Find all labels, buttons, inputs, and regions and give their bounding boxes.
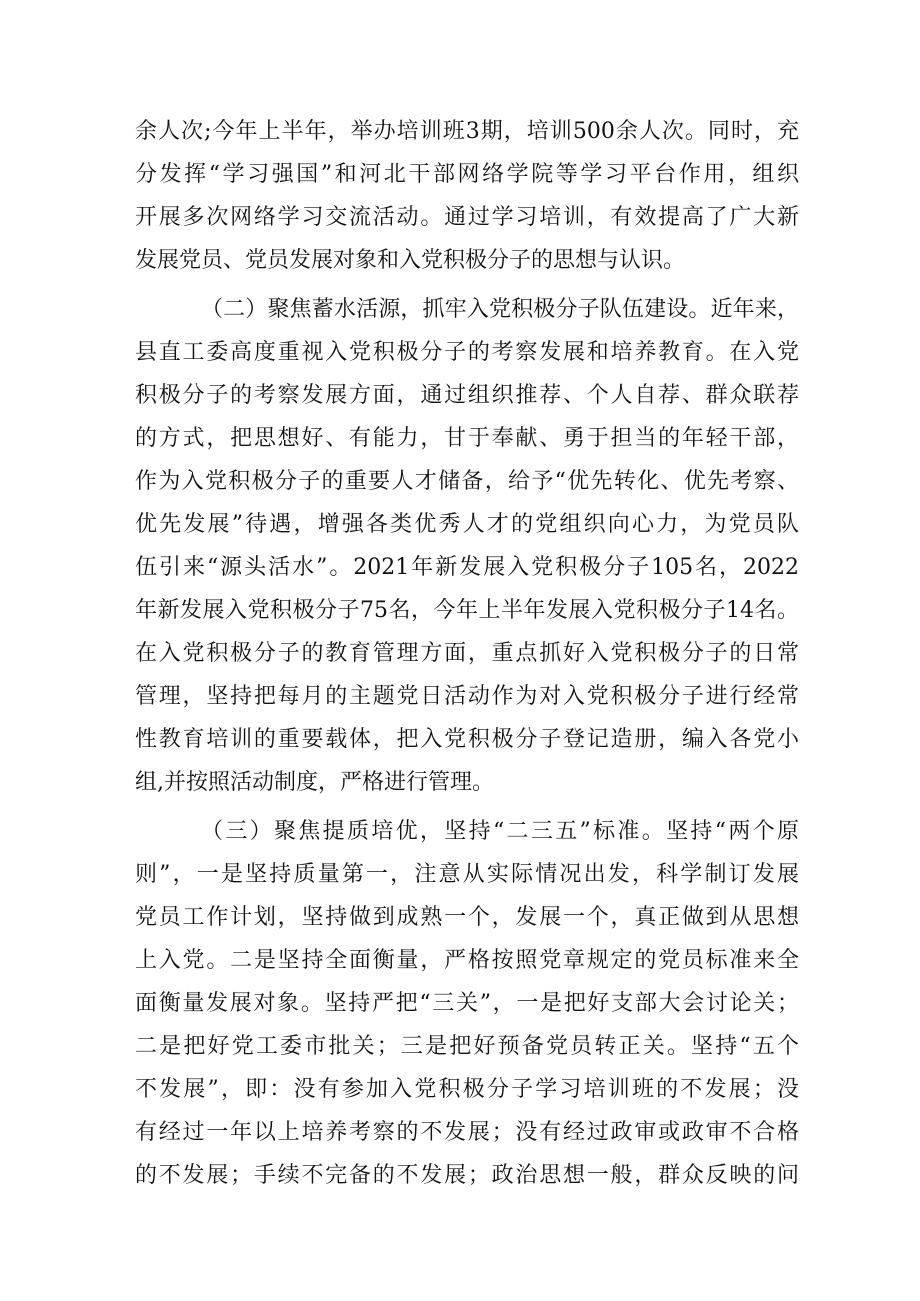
text-line: 面衡量发展对象。坚持严把“三关”，一是把好支部大会讨论关； (135, 991, 799, 1016)
text-line: 管理，坚持把每月的主题党日活动作为对入党积极分子进行经常 (135, 684, 799, 709)
document-body (135, 110, 799, 1197)
text-line: 余人次;今年上半年，举办培训班3期，培训500余人次。同时，充 (135, 119, 799, 144)
text-line: 作为入党积极分子的重要人才储备，给予“优先转化、优先考察、 (135, 469, 799, 494)
text-line: 上入党。二是坚持全面衡量，严格按照党章规定的党员标准来全 (135, 948, 799, 973)
text-line: 则”，一是坚持质量第一，注意从实际情况出发，科学制订发展 (135, 862, 799, 887)
text-line: 在入党积极分子的教育管理方面，重点抓好入党积极分子的日常 (135, 641, 799, 666)
text-line: 的不发展；手续不完备的不发展；政治思想一般，群众反映的问 (135, 1163, 799, 1188)
text-line: 县直工委高度重视入党积极分子的考察发展和培养教育。在入党 (135, 340, 799, 365)
section-heading-line: （二）聚焦蓄水活源，抓牢入党积极分子队伍建设。近年来， (201, 297, 799, 322)
text-line: 分发挥“学习强国”和河北干部网络学院等学习平台作用，组织 (135, 162, 799, 187)
paragraph-2 (135, 288, 799, 804)
text-line: 有经过一年以上培养考察的不发展；没有经过政审或政审不合格 (135, 1120, 799, 1145)
text-line: 组,并按照活动制度，严格进行管理。 (135, 770, 494, 795)
text-line: 不发展”，即：没有参加入党积极分子学习培训班的不发展；没 (135, 1077, 799, 1102)
text-line: 优先发展”待遇，增强各类优秀人才的党组织向心力，为党员队 (135, 512, 799, 537)
text-line: 性教育培训的重要载体，把入党积极分子登记造册，编入各党小 (135, 727, 799, 752)
text-line: 的方式，把思想好、有能力，甘于奉献、勇于担当的年轻干部， (135, 426, 799, 451)
text-line: 开展多次网络学习交流活动。通过学习培训，有效提高了广大新 (135, 205, 799, 230)
text-line: 年新发展入党积极分子75名，今年上半年发展入党积极分子14名。 (135, 598, 799, 623)
paragraph-3 (135, 810, 799, 1197)
text-line: 二是把好党工委市批关；三是把好预备党员转正关。坚持“五个 (135, 1034, 799, 1059)
text-line: 发展党员、党员发展对象和入党积极分子的思想与认识。 (135, 248, 686, 273)
paragraph-1 (135, 110, 799, 282)
text-line: 伍引来“源头活水”。2021年新发展入党积极分子105名，2022 (135, 555, 799, 580)
text-line: 积极分子的考察发展方面，通过组织推荐、个人自荐、群众联荐 (135, 383, 799, 408)
text-line: 党员工作计划，坚持做到成熟一个，发展一个，真正做到从思想 (135, 905, 799, 930)
section-heading-line: （三）聚焦提质培优，坚持“二三五”标准。坚持“两个原 (201, 819, 799, 844)
